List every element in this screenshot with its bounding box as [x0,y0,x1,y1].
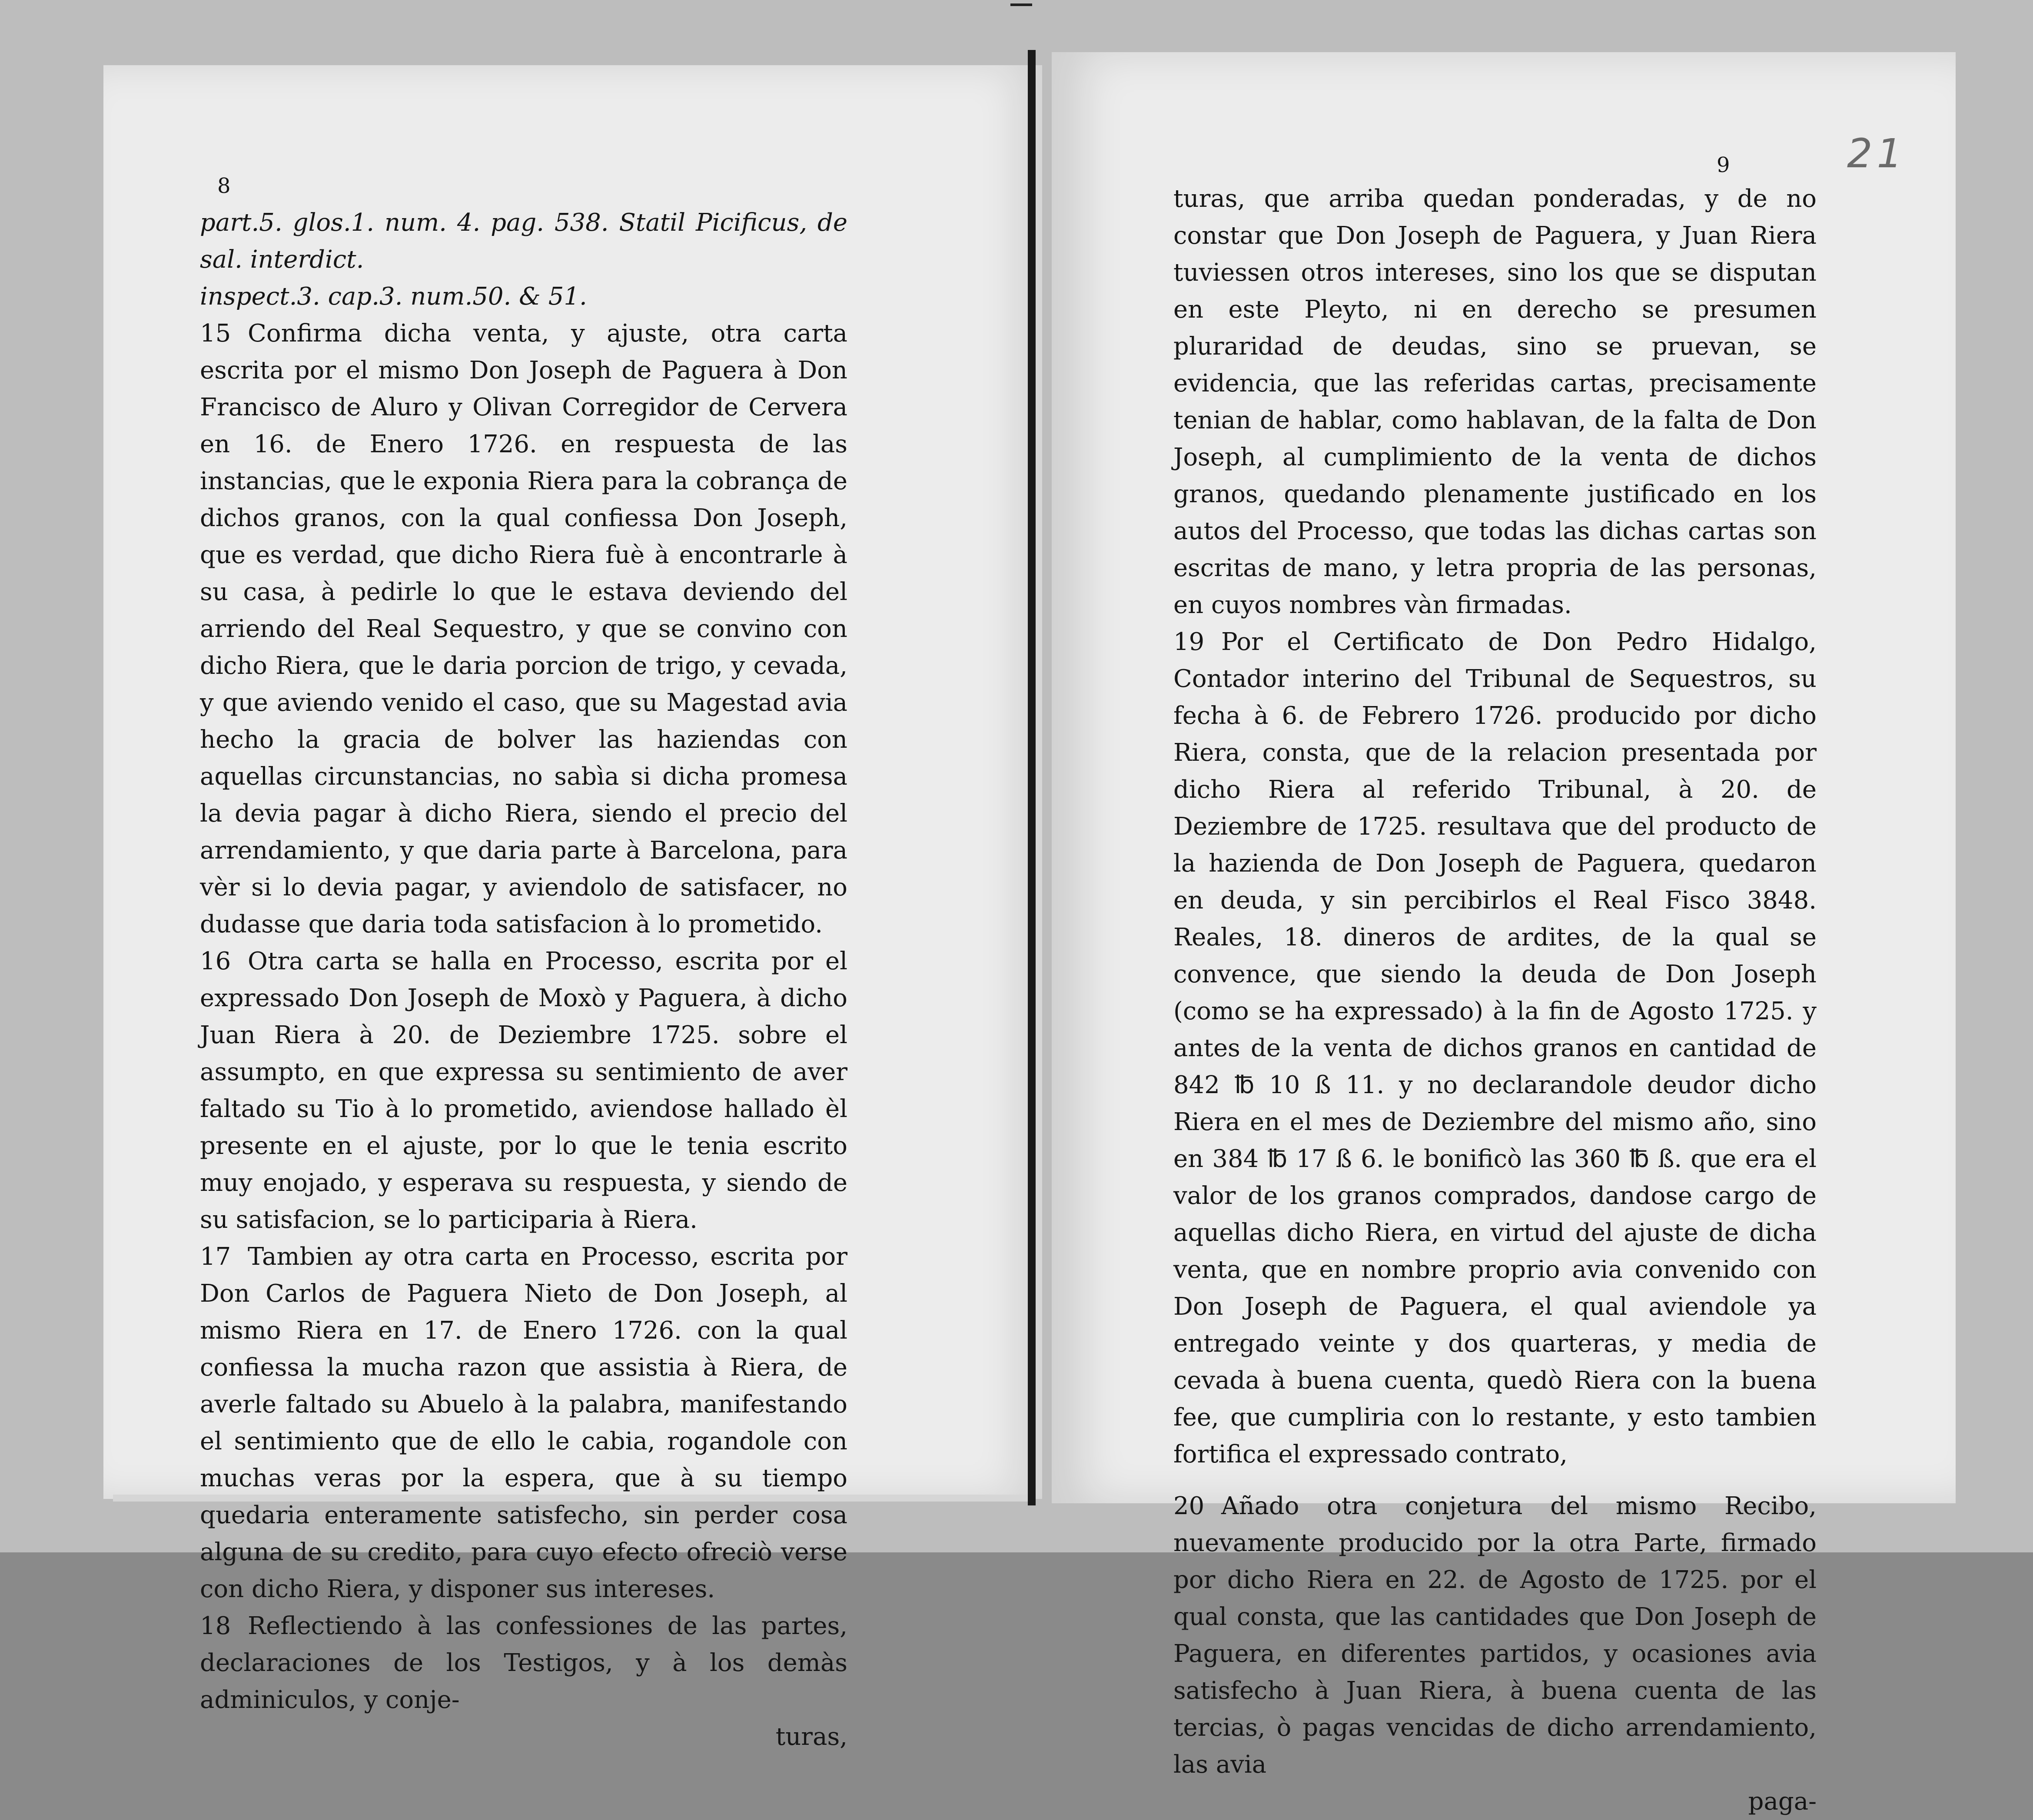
catchword: turas, [775,1723,847,1751]
paragraph-gap [1173,1473,1817,1488]
pencil-folio-note: 21 [1847,130,1907,177]
paragraph-number: 15 [200,319,231,348]
paragraph-text: Otra carta se halla en Processo, escrita por el expressado Don Joseph de Moxò y Paguera, à dicho Juan Riera à 20. de Deziembre 1725. sobre el assumpto, en que expressa su sentimiento de aver faltado su Tio à lo prometido, aviendose hallado èl presente en el ajuste, por lo que le tenia escrito muy enojado, y esperava su respuesta, y siendo de su satisfacion, se lo participaria à Riera. [200,947,847,1234]
paragraph-16 [200,943,847,1238]
paragraph-number: 16 [200,947,231,975]
paragraph-text: Confirma dicha venta, y ajuste, otra carta escrita por el mismo Don Joseph de Paguera à Don Francisco de Aluro y Olivan Corregidor de Cervera en 16. de Enero 1726. en respuesta de las instancias, que le exponia Riera para la cobrança de dichos granos, con la qual confiessa Don Joseph, que es verdad, que dicho Riera fuè à encontrarle à su casa, à pedirle lo que le estava deviendo del arriendo del Real Sequestro, y que se convino con dicho Riera, que le daria porcion de trigo, y cevada, y que aviendo venido el caso, que su Magestad avia hecho la gracia de bolver las haziendas con aquellas circunstancias, no sabìa si dicha promesa la devia pagar à dicho Riera, siendo el precio del arrendamiento, y que daria parte à Barcelona, para vèr si lo devia pagar, y aviendolo de satisfacer, no dudasse que daria toda satisfacion à lo prometido. [200,319,847,938]
paragraph-number: 18 [200,1612,231,1640]
paragraph-text: Por el Certificato de Don Pedro Hidalgo, Contador interino del Tribunal de Sequestros, su fecha à 6. de Febrero 1726. producido por dicho Riera, consta, que de la relacion presentada por dicho Riera al referido Tribunal, à 20. de Deziembre de 1725. resultava que del producto de la hazienda de Don Joseph de Paguera, quedaron en deuda, y sin percibirlos el Real Fisco 3848. Reales, 18. dineros de ardites, de la qual se convence, que siendo la deuda de Don Joseph (como se ha expressado) à la fin de Agosto 1725. y antes de la venta de dichos granos en cantidad de 842 ℔ 10 ß 11. y no declarandole deudor dicho Riera en el mes de Deziembre del mismo año, sino en 384 ℔ 17 ß 6. le bonificò las 360 ℔ ß. que era el valor de los granos comprados, dandose cargo de aquellas dicho Riera, en virtud del ajuste de dicha venta, que en nombre proprio avia convenido con Don Joseph de Paguera, el qual aviendole ya entregado veinte y dos quarteras, y media de cevada à buena cuenta, quedò Riera con la buena fee, que cumpliria con lo restante, y esto tambien fortifica el expressado contrato, [1173,628,1817,1469]
paragraph-number: 17 [200,1243,231,1271]
paragraph-text: Tambien ay otra carta en Processo, escrita por Don Carlos de Paguera Nieto de Don Joseph, al mismo Riera en 17. de Enero 1726. con la qual confiessa la mucha razon que assistia à Riera, de averle faltado su Abuelo à la palabra, manifestando el sentimiento que de ello le cabia, rogandole con muchas veras por la espera, que à su tiempo quedaria enteramente satisfecho, sin perder cosa alguna de su credito, para cuyo efecto ofreciò verse con dicho Riera, y disponer sus intereses. [200,1243,847,1603]
right-text-column [1173,180,1817,1820]
page-number-right: 9 [1717,153,1730,177]
catchword: paga- [1748,1787,1817,1816]
gutter [1028,50,1036,1505]
continuation-text: turas, que arriba quedan ponderadas, y de no constar que Don Joseph de Paguera, y Juan Riera tuviessen otros intereses, sino los que se disputan en este Pleyto, ni en derecho se presumen pluraridad de deudas, sino se pruevan, se evidencia, que las referidas cartas, precisamente tenian de hablar, como hablavan, de la falta de Don Joseph, al cumplimiento de la venta de dichos granos, quedando plenamente justificado en los autos del Processo, que todas las dichas cartas son escritas de mano, y letra propria de las personas, en cuyos nombres vàn firmadas. [1173,185,1817,619]
paragraph-15 [200,315,847,943]
page-number-left: 8 [217,174,231,198]
paragraph-20 [1173,1488,1817,1783]
paragraph-19 [1173,623,1817,1473]
paragraph-number: 19 [1173,628,1205,656]
citation-line: part.5. glos.1. num. 4. pag. 538. Statil Picificus, de sal. interdict. [200,209,847,274]
paragraph-text: Añado otra conjetura del mismo Recibo, nuevamente producido por la otra Parte, firmado por dicho Riera en 22. de Agosto de 1725. por el qual consta, que las cantidades que Don Joseph de Paguera, en diferentes partidos, y ocasiones avia satisfecho à Juan Riera, à buena cuenta de las tercias, ò pagas vencidas de dicho arrendamiento, las avia [1173,1492,1817,1779]
citation-line: inspect.3. cap.3. num.50. & 51. [200,282,587,311]
left-text-column [200,204,847,1755]
paragraph-18 [200,1608,847,1718]
binding-mark [1010,3,1032,6]
paragraph-text: Reflectiendo à las confessiones de las partes, declaraciones de los Testigos, y à los demàs adminiculos, y conje- [200,1612,847,1714]
paragraph-number: 20 [1173,1492,1205,1520]
